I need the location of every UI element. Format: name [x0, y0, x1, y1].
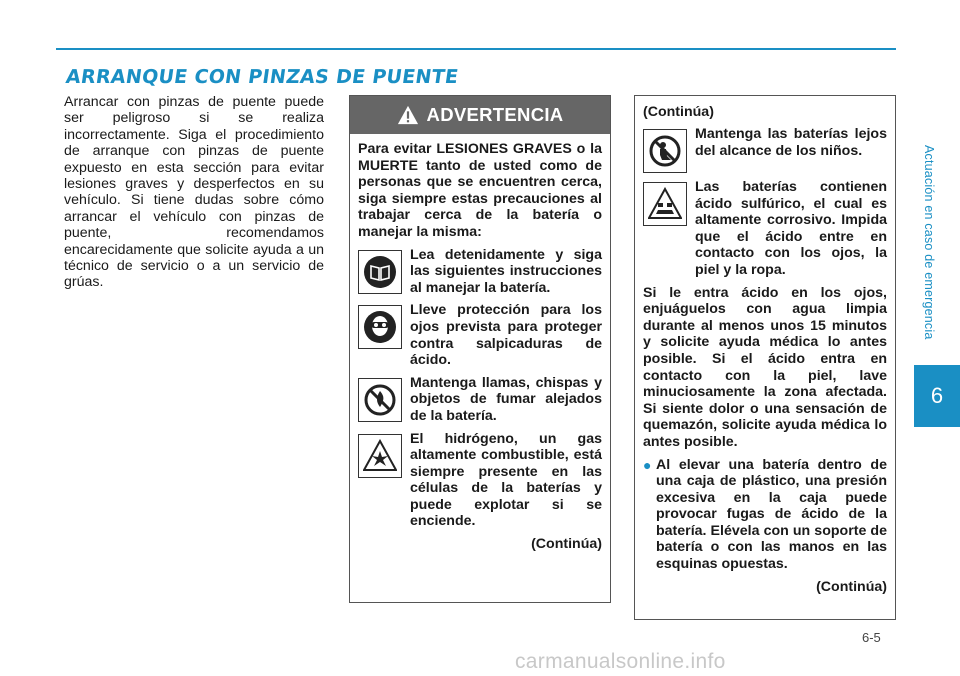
section-title: ARRANQUE CON PINZAS DE PUENTE	[64, 66, 460, 88]
warning-item	[358, 302, 602, 368]
warning-intro: Para evitar LESIONES GRAVES o la MUERTE tanto de usted como de personas que se encuentren cerca, siga siempre estas precauciones al trabajar cerca de la batería o manejar la misma:	[358, 141, 602, 240]
continuation-item-text: Mantenga las baterías lejos del alcance de los niños.	[695, 126, 887, 159]
bullet-dot-icon: ●	[643, 456, 652, 473]
page-number: 6-5	[862, 630, 881, 645]
acid-first-aid-paragraph: Si le entra ácido en los ojos, enjuáguelos con agua limpia durante al menos unos 15 minutos y solicite ayuda médica lo antes posible. Si el ácido entra en contacto con la piel, lave minuciosamente la zona afectada. Si siente dolor o una sensación de quemazón, solicite ayuda médica lo antes posible.	[643, 284, 887, 450]
chapter-title: Actuación en caso de emergencia	[922, 145, 936, 340]
warning-item	[358, 247, 602, 297]
chapter-tab[interactable]	[914, 365, 960, 427]
warning-item-text: Lleve protección para los ojos prevista para proteger contra salpicaduras de ácido.	[410, 302, 602, 369]
explosion-icon	[358, 434, 402, 478]
continuation-item	[643, 126, 887, 173]
bullet-item	[643, 457, 887, 573]
watermark: carmanualsonline.info	[515, 650, 726, 673]
continued-label: (Continúa)	[816, 578, 887, 595]
warning-item-text: Mantenga llamas, chispas y objetos de fumar alejados de la batería.	[410, 374, 602, 424]
eye-protection-icon	[358, 305, 402, 349]
warning-triangle-icon	[397, 104, 419, 126]
continued-label: (Continúa)	[531, 536, 602, 553]
keep-from-children-icon	[643, 129, 687, 173]
continuation-item	[643, 179, 887, 279]
bullet-text: Al elevar una batería dentro de una caja de plástico, una presión excesiva en la caja puede provocar fugas de ácido de la batería. Elévela con un soporte de batería o con las manos en las esquinas opuestas.	[656, 456, 887, 573]
warning-box	[349, 95, 611, 603]
warning-item	[358, 431, 602, 531]
continuation-box	[634, 95, 896, 620]
warning-item-text: Lea detenidamente y siga las siguientes instrucciones al manejar la batería.	[410, 246, 602, 296]
warning-header	[350, 96, 610, 134]
no-flames-icon	[358, 378, 402, 422]
warning-header-label: ADVERTENCIA	[426, 104, 564, 125]
warning-item-text: El hidrógeno, un gas altamente combustible, está siempre presente en las células de la baterías y puede explotar si se enciende.	[410, 430, 602, 530]
corrosive-acid-icon	[643, 182, 687, 226]
warning-item	[358, 375, 602, 425]
intro-paragraph: Arrancar con pinzas de puente puede ser peligroso si se realiza incorrectamente. Siga el procedimiento de arranque con pinzas de puente expuesto en esta sección para evitar lesiones graves y desperfectos en su vehículo. Si tiene dudas sobre cómo arrancar el vehículo con pinzas de puente, recomendamos encarecidamente que solicite ayuda a un técnico de servicio o a un servicio de grúas.	[64, 94, 324, 291]
read-manual-icon	[358, 250, 402, 294]
chapter-number: 6	[930, 383, 944, 408]
continuation-heading: (Continúa)	[643, 104, 714, 120]
top-rule	[56, 48, 896, 50]
continuation-item-text: Las baterías contienen ácido sulfúrico, el cual es altamente corrosivo. Impida que el ácido entre en contacto con los ojos, la piel y la ropa.	[695, 179, 887, 278]
